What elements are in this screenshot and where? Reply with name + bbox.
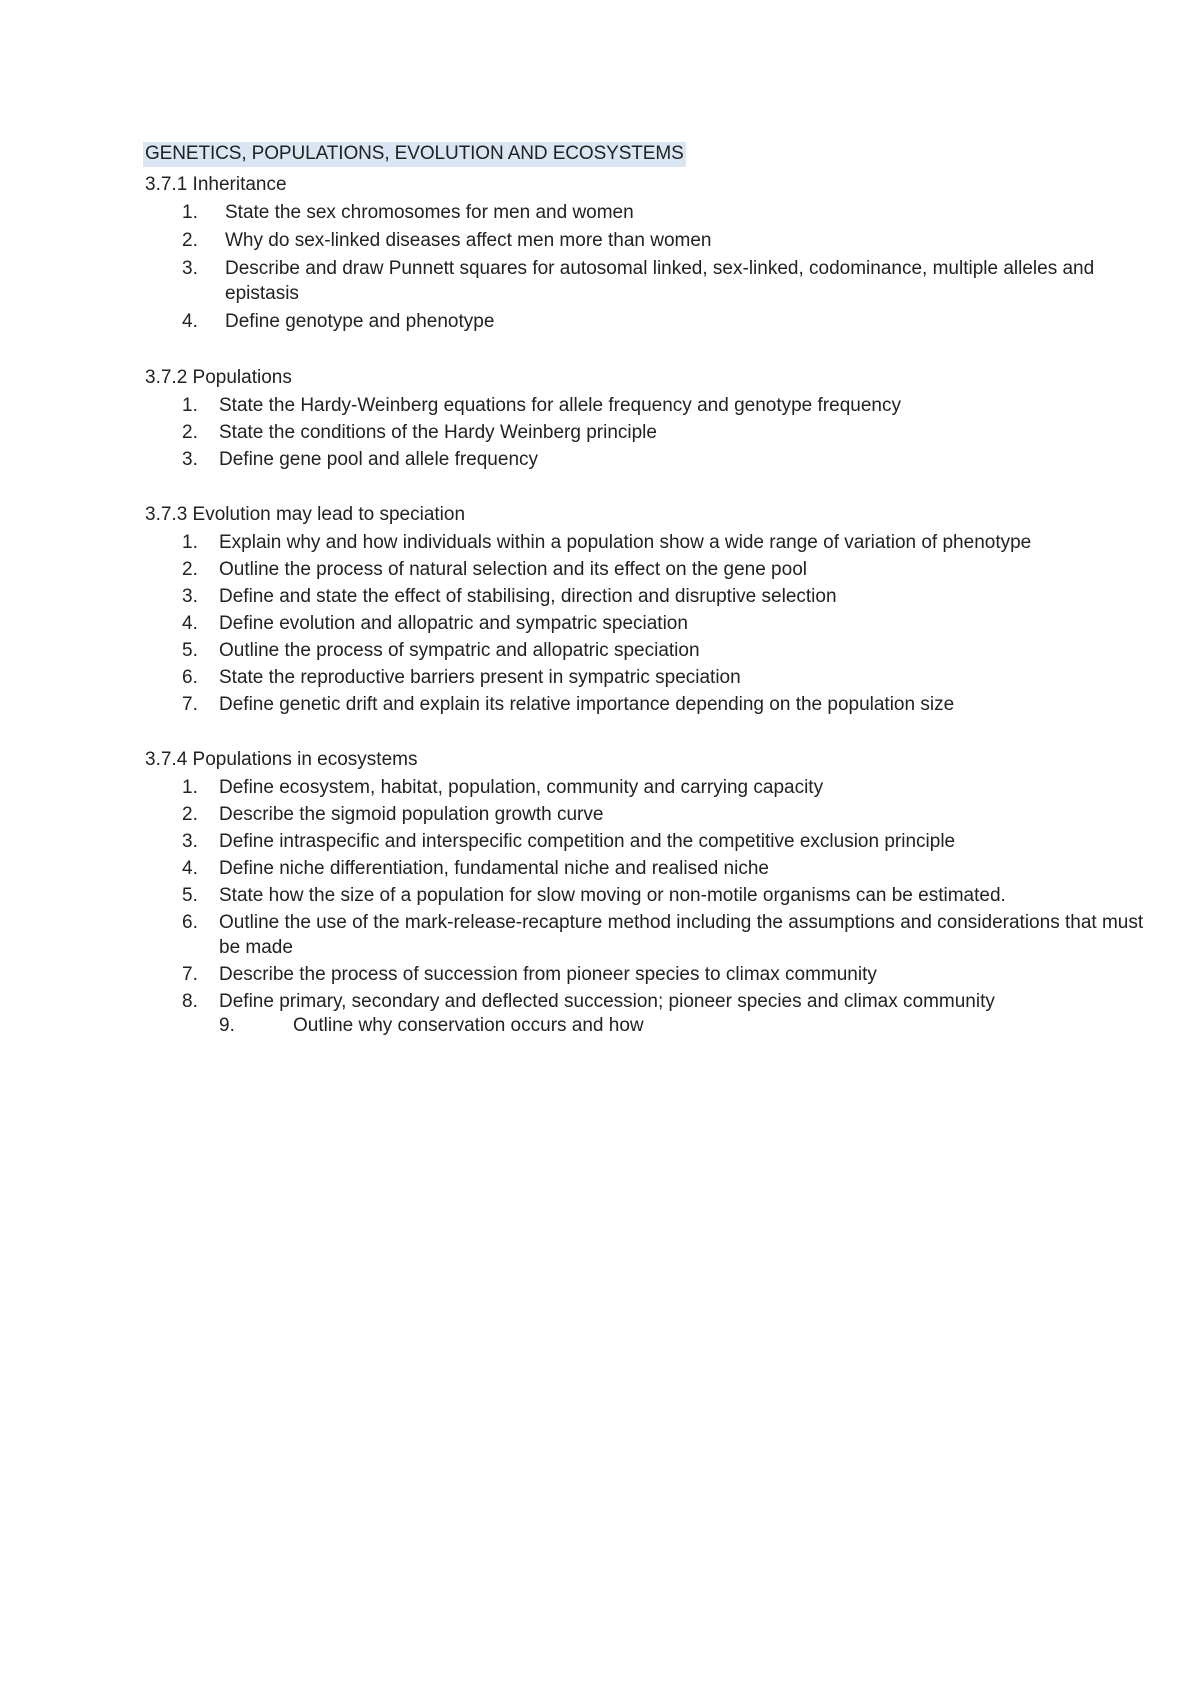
list-item xyxy=(145,801,1145,828)
list-item xyxy=(145,828,1145,855)
item-number: 5. xyxy=(182,885,198,906)
list-item xyxy=(145,392,1145,419)
list-item xyxy=(145,637,1145,664)
item-text: Outline the process of sympatric and allopatric speciation xyxy=(219,640,700,661)
item-number: 7. xyxy=(182,964,198,985)
item-number: 1. xyxy=(182,202,198,223)
item-text: Define genotype and phenotype xyxy=(225,311,495,332)
list-item xyxy=(145,556,1145,583)
item-number: 8. xyxy=(182,991,198,1012)
item-text: Outline why conservation occurs and how xyxy=(293,1015,644,1036)
item-text: Why do sex-linked diseases affect men more than women xyxy=(225,230,712,251)
section-heading: 3.7.1 Inheritance xyxy=(145,174,287,195)
item-text: Describe and draw Punnett squares for autosomal linked, sex-linked, codominance, multiple alleles and epistasis xyxy=(225,258,1095,304)
item-number: 4. xyxy=(182,613,198,634)
list-item xyxy=(145,774,1145,801)
section-heading: 3.7.2 Populations xyxy=(145,367,292,388)
item-number: 5. xyxy=(182,640,198,661)
item-number: 3. xyxy=(182,831,198,852)
section-populations-in-ecosystems xyxy=(145,745,1145,1039)
document-title: GENETICS, POPULATIONS, EVOLUTION AND ECOSYSTEMS xyxy=(143,142,686,167)
list-item xyxy=(145,583,1145,610)
objective-list xyxy=(145,529,1145,718)
list-item xyxy=(145,855,1145,882)
item-text: Explain why and how individuals within a population show a wide range of variation of phenotype xyxy=(219,532,1032,553)
list-item xyxy=(145,664,1145,691)
item-text: Define primary, secondary and deflected succession; pioneer species and climax community xyxy=(219,991,995,1012)
item-number: 2. xyxy=(182,559,198,580)
list-item xyxy=(145,882,1145,909)
section-heading: 3.7.3 Evolution may lead to speciation xyxy=(145,504,466,525)
list-item xyxy=(145,610,1145,637)
item-number: 3. xyxy=(182,449,198,470)
item-number: 4. xyxy=(182,311,198,332)
item-text: State the conditions of the Hardy Weinberg principle xyxy=(219,422,657,443)
list-item xyxy=(145,446,1145,473)
item-number: 9. xyxy=(219,1015,235,1036)
item-number: 2. xyxy=(182,422,198,443)
item-text: Define niche differentiation, fundamental niche and realised niche xyxy=(219,858,769,879)
item-number: 1. xyxy=(182,532,198,553)
list-item xyxy=(145,529,1145,556)
list-item xyxy=(145,199,1145,227)
item-number: 4. xyxy=(182,858,198,879)
item-number: 1. xyxy=(182,395,198,416)
item-number: 6. xyxy=(182,912,198,933)
item-number: 3. xyxy=(182,258,198,279)
item-text: Outline the process of natural selection and its effect on the gene pool xyxy=(219,559,807,580)
item-text: Describe the process of succession from pioneer species to climax community xyxy=(219,964,877,985)
section-heading: 3.7.4 Populations in ecosystems xyxy=(145,749,418,770)
item-text: Describe the sigmoid population growth curve xyxy=(219,804,604,825)
item-text: Define ecosystem, habitat, population, community and carrying capacity xyxy=(219,777,824,798)
list-item xyxy=(145,1012,1145,1039)
objective-list xyxy=(145,199,1145,336)
document-body xyxy=(145,142,1145,1066)
item-number: 2. xyxy=(182,804,198,825)
item-text: State how the size of a population for slow moving or non-motile organisms can be estimated. xyxy=(219,885,1006,906)
list-item xyxy=(145,961,1145,988)
item-text: Define and state the effect of stabilising, direction and disruptive selection xyxy=(219,586,837,607)
item-text: Outline the use of the mark-release-recapture method including the assumptions and considerations that must be made xyxy=(219,912,1144,958)
item-number: 6. xyxy=(182,667,198,688)
item-text: State the reproductive barriers present in sympatric speciation xyxy=(219,667,741,688)
document-title-row xyxy=(145,142,1145,167)
list-item xyxy=(145,255,1145,308)
item-number: 2. xyxy=(182,230,198,251)
item-number: 3. xyxy=(182,586,198,607)
item-text: Define evolution and allopatric and sympatric speciation xyxy=(219,613,688,634)
item-number: 1. xyxy=(182,777,198,798)
section-evolution xyxy=(145,500,1145,718)
list-item xyxy=(145,909,1145,961)
item-text: Define genetic drift and explain its relative importance depending on the population size xyxy=(219,694,955,715)
list-item xyxy=(145,419,1145,446)
objective-list xyxy=(145,392,1145,473)
section-inheritance xyxy=(145,170,1145,336)
item-number: 7. xyxy=(182,694,198,715)
item-text: State the sex chromosomes for men and women xyxy=(225,202,634,223)
item-text: Define gene pool and allele frequency xyxy=(219,449,539,470)
list-item xyxy=(145,227,1145,255)
list-item xyxy=(145,988,1145,1015)
item-text: State the Hardy-Weinberg equations for allele frequency and genotype frequency xyxy=(219,395,901,416)
objective-list xyxy=(145,774,1145,1039)
section-populations xyxy=(145,363,1145,473)
list-item xyxy=(145,308,1145,336)
item-text: Define intraspecific and interspecific competition and the competitive exclusion principle xyxy=(219,831,956,852)
list-item xyxy=(145,691,1145,718)
